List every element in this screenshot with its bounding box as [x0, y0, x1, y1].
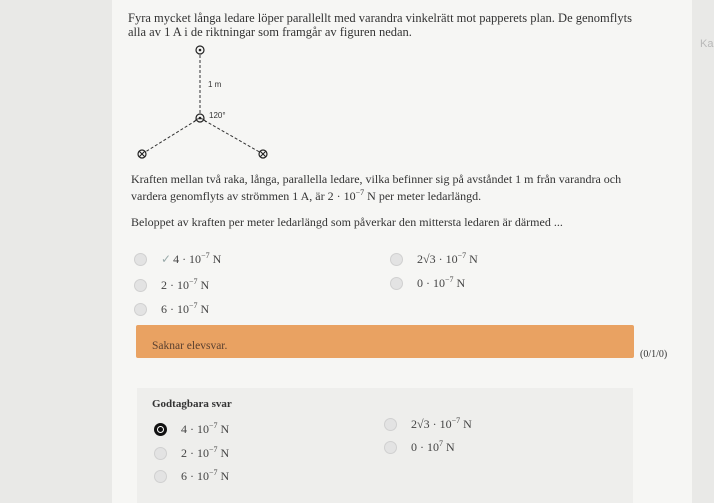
- info-text: Kraften mellan två raka, långa, parallella ledare, vilka befinner sig på avståndet 1 m från varandra och vardera genomflyts av strömmen 1 A, är: [131, 172, 622, 203]
- option-5[interactable]: [134, 301, 209, 317]
- question-info: [131, 172, 651, 203]
- distance-label: 1 m: [208, 80, 222, 89]
- accepted-option-4: [384, 439, 455, 455]
- radio-button[interactable]: [134, 253, 147, 266]
- radio-button[interactable]: [390, 253, 403, 266]
- info-math: $2 \cdot 10^{-7}$ N: [327, 188, 376, 203]
- question-intro: Fyra mycket långa ledare löper parallellt med varandra vinkelrätt mot papperets plan. De genomflyts alla av 1 A i de riktningar som framgår av figuren nedan.: [128, 11, 632, 39]
- conductor-top: [196, 46, 204, 54]
- radio-button: [154, 447, 167, 460]
- option-label: $6 \cdot 10^{-7}$ N: [161, 301, 210, 316]
- angle-label: 120°: [209, 111, 226, 120]
- feedback-status: Saknar elevsvar.: [152, 340, 228, 352]
- accepted-option-5: [154, 468, 229, 484]
- option-label: $6 \cdot 10^{-7}$ N: [181, 468, 230, 483]
- option-label: $2√3 \cdot 10^{-7}$ N: [417, 251, 478, 266]
- accepted-option-3: [154, 445, 229, 461]
- option-4[interactable]: [390, 275, 465, 291]
- option-label: $4 \cdot 10^{-7}$ N: [181, 421, 230, 436]
- feedback-banner: [136, 325, 634, 358]
- option-label: $2√3 \cdot 10^{-7}$ N: [411, 416, 472, 431]
- option-label: $0 \cdot 10^{-7}$ N: [417, 275, 466, 290]
- question-prompt: Beloppet av kraften per meter ledarlängd som påverkar den mittersta ledaren är därmed ...: [131, 215, 563, 229]
- option-1[interactable]: [134, 251, 221, 267]
- radio-button[interactable]: [134, 279, 147, 292]
- conductor-left: [138, 150, 146, 158]
- info-text-end: per meter ledarlängd.: [378, 189, 482, 203]
- conductor-diagram: [128, 42, 288, 167]
- radio-button[interactable]: [134, 303, 147, 316]
- option-label: $0 \cdot 10^7$ N: [411, 439, 455, 454]
- radio-button: [154, 470, 167, 483]
- radio-button: [384, 441, 397, 454]
- option-label: $2 \cdot 10^{-7}$ N: [161, 277, 210, 292]
- accepted-option-2: [384, 416, 472, 432]
- option-2[interactable]: [390, 251, 478, 267]
- option-3[interactable]: [134, 277, 209, 293]
- conductor-middle: [196, 114, 204, 122]
- accepted-option-1: [154, 421, 229, 437]
- side-text: Ka: [700, 38, 714, 50]
- score-label: (0/1/0): [640, 349, 668, 360]
- radio-button-selected: [154, 423, 167, 436]
- option-label: $4 \cdot 10^{-7}$ N: [173, 251, 222, 266]
- checkmark-icon: ✓: [161, 251, 172, 266]
- radio-button[interactable]: [390, 277, 403, 290]
- accepted-answers-title: Godtagbara svar: [152, 398, 232, 410]
- option-label: $2 \cdot 10^{-7}$ N: [181, 445, 230, 460]
- radio-button: [384, 418, 397, 431]
- conductor-right: [259, 150, 267, 158]
